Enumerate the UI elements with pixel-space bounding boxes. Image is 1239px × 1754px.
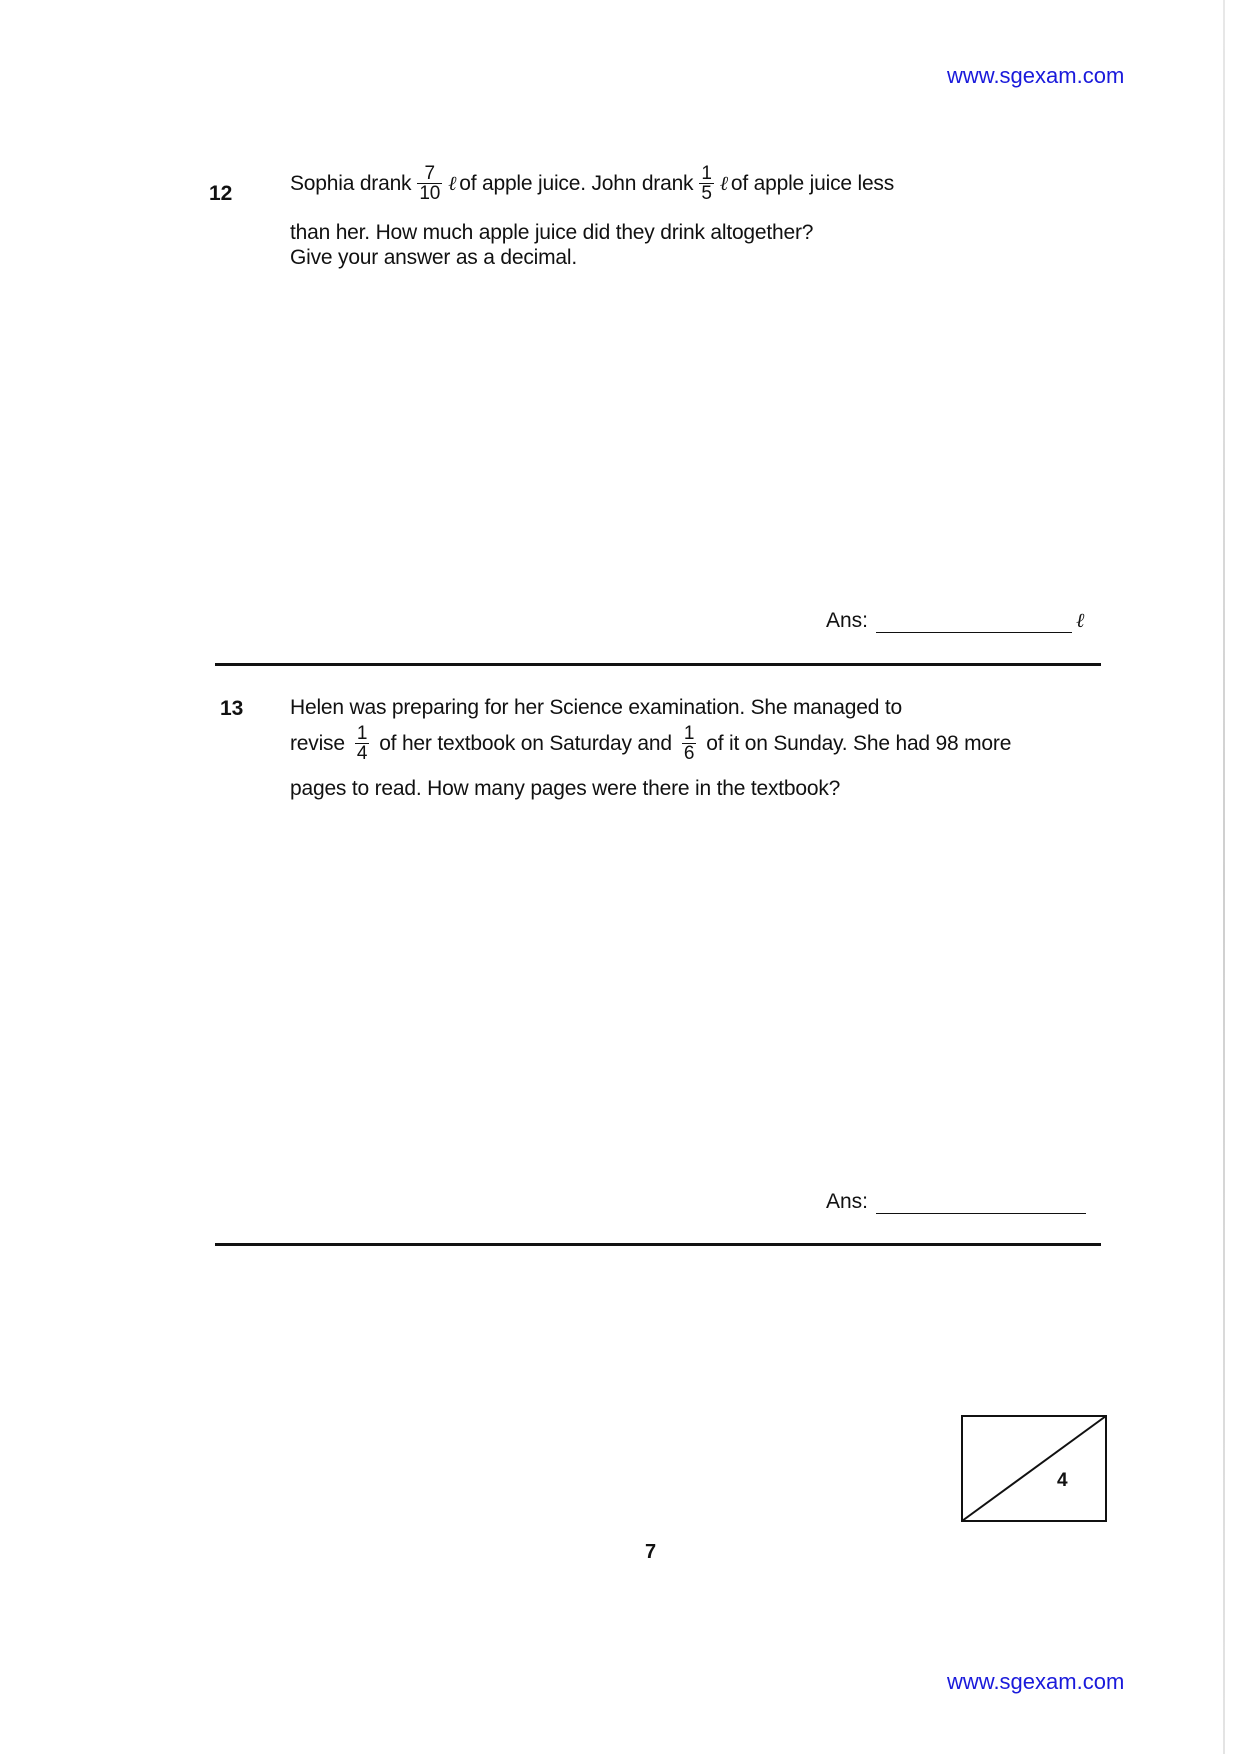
question-13-text-c: of it on Sunday. She had 98 more xyxy=(706,731,1012,755)
score-box-frame xyxy=(961,1415,1107,1522)
question-13-line-2 xyxy=(290,724,1011,763)
question-12-line-3: Give your answer as a decimal. xyxy=(290,246,577,269)
question-13-answer xyxy=(826,1190,1086,1214)
question-13-text-b: of her textbook on Saturday and xyxy=(379,731,672,755)
question-13-line-3: pages to read. How many pages were there in the textbook? xyxy=(290,777,841,800)
question-12-answer xyxy=(826,608,1084,633)
answer-unit: ℓ xyxy=(1076,608,1085,632)
fraction-numerator: 1 xyxy=(356,723,368,744)
fraction-numerator: 1 xyxy=(701,163,712,184)
question-12-line-1 xyxy=(290,164,894,203)
question-13-line-1: Helen was preparing for her Science examination. She managed to xyxy=(290,696,902,719)
fraction-denominator: 4 xyxy=(356,743,368,764)
question-divider xyxy=(215,1243,1101,1246)
question-12-text-c: of apple juice less xyxy=(730,171,895,195)
answer-line[interactable] xyxy=(876,614,1072,633)
page-number: 7 xyxy=(645,1541,657,1563)
question-13-number: 13 xyxy=(220,697,244,720)
question-divider xyxy=(215,663,1101,666)
fraction-denominator: 10 xyxy=(419,183,441,204)
score-box xyxy=(961,1415,1107,1522)
score-box-marks: 4 xyxy=(1057,1470,1068,1491)
question-12-text-b: of apple juice. John drank xyxy=(459,171,694,195)
answer-label: Ans: xyxy=(826,1190,869,1213)
litre-symbol: ℓ xyxy=(448,171,457,195)
fraction-1-6 xyxy=(682,724,696,763)
fraction-numerator: 7 xyxy=(424,163,435,184)
fraction-denominator: 6 xyxy=(683,743,695,764)
fraction-1-5 xyxy=(699,164,713,203)
litre-symbol: ℓ xyxy=(719,171,728,195)
question-12-line-2: than her. How much apple juice did they drink altogether? xyxy=(290,221,814,244)
website-link-top[interactable]: www.sgexam.com xyxy=(947,63,1125,88)
fraction-denominator: 5 xyxy=(701,183,712,204)
fraction-1-4 xyxy=(355,724,369,763)
question-12-text-a: Sophia drank xyxy=(290,171,412,195)
question-12-number: 12 xyxy=(209,182,233,205)
page-edge xyxy=(1223,0,1225,1754)
answer-line[interactable] xyxy=(876,1195,1086,1214)
fraction-numerator: 1 xyxy=(683,723,695,744)
question-13-text-a: revise xyxy=(290,731,345,755)
website-link-bottom[interactable]: www.sgexam.com xyxy=(947,1669,1125,1694)
fraction-7-10 xyxy=(417,164,442,203)
answer-label: Ans: xyxy=(826,609,869,632)
